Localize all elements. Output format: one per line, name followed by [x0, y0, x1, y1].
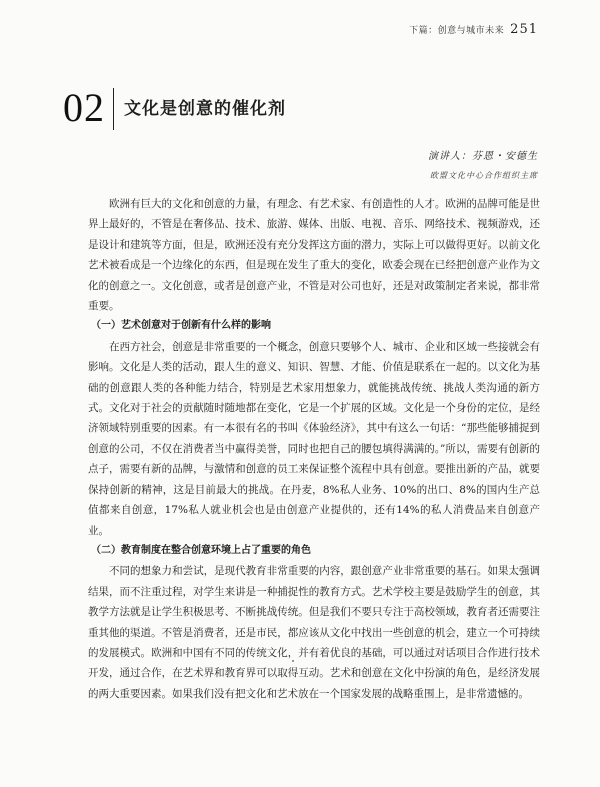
paragraph-education: 不同的想象力和尝试，是现代教育非常重要的内容，跟创意产业非常重要的基石。如果太强调结果，而不注重过程，对学生来讲是一种捕捉性的教育方式。艺术学校主要是鼓励学生的创意，其教学方法就是让学生积极思考、不断挑战传统。但是我们不要只专注于高校领域，教育者还需要注重其他的渠道。不管是消费者，还是市民，都应该从文化中找出一些创意的机会，建立一个可持续的发展模式。欧洲和中国有不同的传统文化，并有着优良的基础，可以通过对话项目合作进行技术开发，通过合作，在艺术界和教育界可以取得互动。艺术和创意在文化中扮演的角色，是经济发展的两大重要因素。如果我们没有把文化和艺术放在一个国家发展的战略重围上，是非常遗憾的。	[88, 565, 540, 700]
speaker-affiliation: 欧盟文化中心合作组织主席	[430, 171, 538, 180]
running-head-section: 下篇：创意与城市未来	[409, 26, 505, 36]
page-number: 251	[510, 22, 538, 37]
chapter-number: 02	[63, 85, 105, 130]
section-heading-2: （二）教育制度在整合创意环境上占了重要的角色	[91, 544, 311, 556]
paragraph-art-innovation: 在西方社会，创意是非常重要的一个概念，创意只要够个人、城市、企业和区域一些接就会有影响。文化是人类的活动，跟人生的意义、知识、智慧、才能、价值是联系在一起的。以文化为基础的创意跟人类的各种能力结合，特别是艺术家用想象力，就能挑战传统、挑战人类沟通的新方式。文化对于社会的贡献随时随地都在变化，它是一个扩展的区域。文化是一个身份的定位，是经济领域特别重要的因素。有一本很有名的书叫《体验经济》，其中有这么一句话：“那些能够捕捉到创意的公司，不仅在消费者当中赢得美誉，同时也把自己的腰包填得满满的。”所以，需要有创新的点子，需要有新的品牌，与激情和创意的员工来保证整个流程中具有创意。要推出新的产品，就要保持创新的精神，这是目前最大的挑战。在丹麦，8%私人业务、10%的出口、8%的国内生产总值都来自创意，17%私人就业机会也是由创意产业提供的，还有14%的私人消费品来自创意产业。	[88, 340, 540, 537]
paragraph-intro: 欧洲有巨大的文化和创意的力量，有理念、有艺术家、有创造性的人才。欧洲的品牌可能是世界上最好的，不管是在奢侈品、技术、旅游、媒体、出版、电视、音乐、网络技术、视频游戏，还是设计和建筑等方面，但是，欧洲还没有充分发挥这方面的潜力，实际上可以做得更好。以前文化艺术被看成是一个边缘化的东西，但是现在发生了重大的变化，欧委会现在已经把创意产业作为文化的创意之一。文化创意，或者是创意产业，不管是对公司也好，还是对政策制定者来说，都非常重要。	[88, 198, 540, 313]
chapter-title: 文化是创意的催化剂	[124, 99, 286, 119]
chapter-heading	[63, 86, 286, 128]
chapter-divider	[113, 88, 114, 130]
section-heading-1: （一）艺术创意对于创新有什么样的影响	[91, 320, 271, 332]
article-body	[88, 194, 540, 704]
footer-dot	[292, 660, 294, 662]
speaker-line: 演讲人：芬恩・安德生	[428, 151, 538, 162]
running-head	[409, 22, 538, 37]
